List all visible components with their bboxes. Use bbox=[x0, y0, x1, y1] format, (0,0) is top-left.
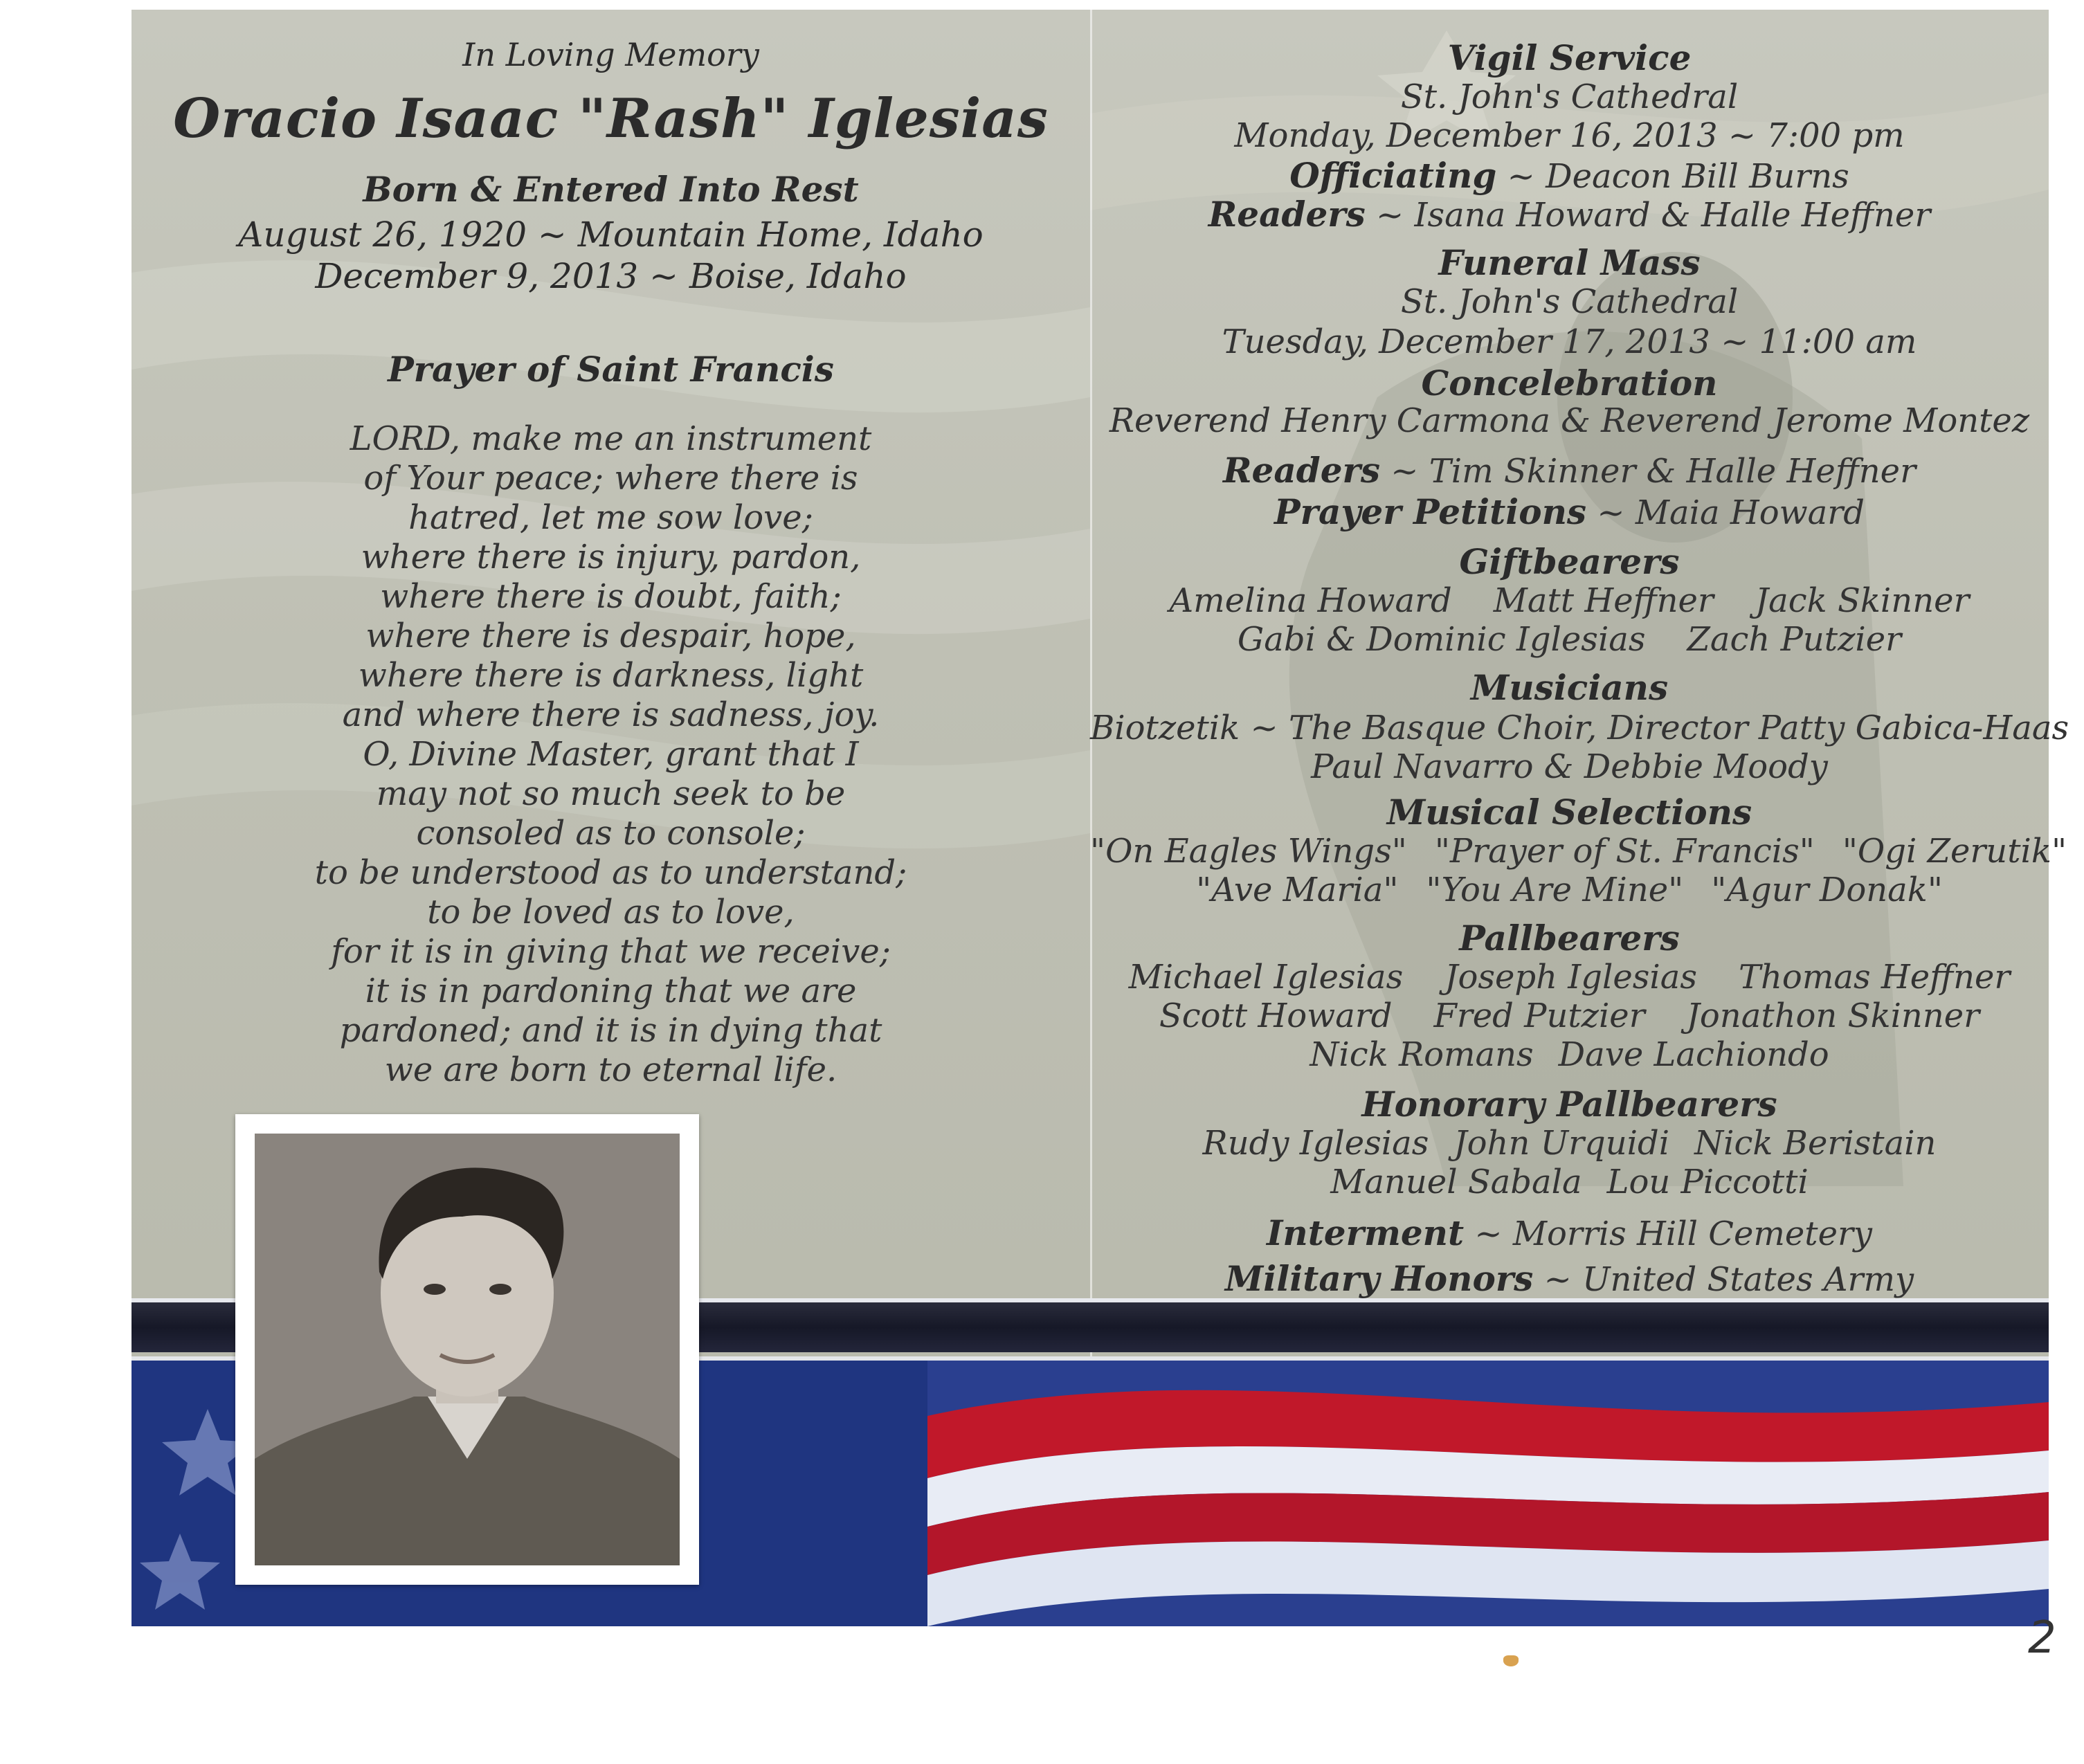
mass-date: Tuesday, December 17, 2013 ~ 11:00 am bbox=[1222, 322, 1917, 361]
petitions-label: Prayer Petitions bbox=[1274, 491, 1587, 532]
mass-readers-line bbox=[1090, 450, 2049, 491]
mass-place: St. John's Cathedral bbox=[1400, 282, 1739, 321]
interment-line bbox=[1090, 1212, 2049, 1253]
birth-line: August 26, 1920 ~ Mountain Home, Idaho bbox=[238, 215, 984, 255]
prayer-line: LORD, make me an instrument bbox=[350, 419, 872, 458]
vigil-heading: Vigil Service bbox=[1447, 37, 1692, 78]
giftbearer-name: Zach Putzier bbox=[1687, 620, 1902, 659]
pallbearers-row bbox=[1090, 1035, 2049, 1074]
prayer-line: hatred, let me sow love; bbox=[408, 498, 813, 537]
honorary-name: John Urquidi bbox=[1453, 1124, 1670, 1163]
prayer-line: of Your peace; where there is bbox=[363, 459, 858, 498]
pallbearer-name: Scott Howard bbox=[1159, 997, 1393, 1035]
prayer-line: where there is doubt, faith; bbox=[380, 577, 842, 616]
officiating-label: Officiating bbox=[1289, 155, 1497, 196]
prayer-line: it is in pardoning that we are bbox=[365, 972, 857, 1010]
pallbearer-name: Nick Romans bbox=[1310, 1035, 1534, 1074]
rest-line: December 9, 2013 ~ Boise, Idaho bbox=[315, 256, 907, 296]
petitions-line bbox=[1090, 491, 2049, 532]
pallbearer-name: Joseph Iglesias bbox=[1444, 958, 1697, 997]
concelebration-heading: Concelebration bbox=[1421, 363, 1718, 403]
honors-line bbox=[1090, 1258, 2049, 1299]
giftbearer-name: Gabi & Dominic Iglesias bbox=[1237, 620, 1646, 659]
pallbearers-row bbox=[1090, 997, 2049, 1035]
song-title: "Ave Maria" bbox=[1196, 871, 1399, 909]
petitions-value: ~ Maia Howard bbox=[1597, 493, 1865, 532]
song-title: "Ogi Zerutik" bbox=[1842, 832, 2067, 871]
officiating-line bbox=[1090, 155, 2049, 196]
honorary-row bbox=[1090, 1124, 2049, 1163]
musicians-heading: Musicians bbox=[1470, 667, 1669, 708]
song-title: "You Are Mine" bbox=[1426, 871, 1684, 909]
musicians-line: Paul Navarro & Debbie Moody bbox=[1311, 747, 1828, 786]
vigil-readers-line bbox=[1090, 194, 2049, 235]
interment-label: Interment bbox=[1266, 1212, 1465, 1253]
pallbearers-heading: Pallbearers bbox=[1459, 918, 1680, 958]
prayer-line: where there is darkness, light bbox=[358, 656, 864, 695]
honors-value: ~ United States Army bbox=[1543, 1260, 1914, 1299]
prayer-line: pardoned; and it is in dying that bbox=[339, 1011, 882, 1050]
prayer-line: consoled as to console; bbox=[416, 814, 806, 853]
prayer-line: to be understood as to understand; bbox=[314, 853, 907, 892]
pallbearer-name: Michael Iglesias bbox=[1128, 958, 1404, 997]
prayer-heading: Prayer of Saint Francis bbox=[388, 349, 834, 390]
pallbearers-row bbox=[1090, 958, 2049, 997]
page-number: 2 bbox=[2028, 1612, 2056, 1664]
honorary-name: Rudy Iglesias bbox=[1202, 1124, 1429, 1163]
giftbearers-row bbox=[1090, 581, 2049, 620]
giftbearer-name: Jack Skinner bbox=[1755, 581, 1970, 620]
honorary-name: Manuel Sabala bbox=[1330, 1163, 1582, 1201]
honorary-heading: Honorary Pallbearers bbox=[1361, 1084, 1777, 1125]
prayer-line: may not so much seek to be bbox=[376, 774, 846, 813]
concelebration-value: Reverend Henry Carmona & Reverend Jerome Montez bbox=[1109, 401, 2030, 440]
honorary-name: Lou Piccotti bbox=[1606, 1163, 1809, 1201]
interment-value: ~ Morris Hill Cemetery bbox=[1474, 1215, 1873, 1253]
readers-label: Readers bbox=[1222, 450, 1380, 491]
song-title: "Agur Donak" bbox=[1711, 871, 1943, 909]
readers-label: Readers bbox=[1208, 194, 1366, 235]
selections-row bbox=[1090, 871, 2049, 909]
giftbearers-heading: Giftbearers bbox=[1459, 541, 1680, 582]
paper-speck bbox=[1503, 1655, 1519, 1666]
deceased-name: Oracio Isaac "Rash" Iglesias bbox=[173, 87, 1049, 150]
vigil-place: St. John's Cathedral bbox=[1400, 78, 1739, 116]
selections-heading: Musical Selections bbox=[1386, 792, 1752, 833]
musicians-line: Biotzetik ~ The Basque Choir, Director Patty Gabica-Haas bbox=[1090, 709, 2069, 747]
in-memory-label: In Loving Memory bbox=[462, 36, 759, 73]
prayer-line: where there is injury, pardon, bbox=[361, 538, 861, 576]
giftbearers-row bbox=[1090, 620, 2049, 659]
officiating-value: ~ Deacon Bill Burns bbox=[1507, 157, 1849, 196]
prayer-line: O, Divine Master, grant that I bbox=[363, 735, 859, 774]
prayer-line: to be loved as to love, bbox=[427, 893, 795, 931]
vigil-date: Monday, December 16, 2013 ~ 7:00 pm bbox=[1234, 116, 1905, 155]
prayer-line: we are born to eternal life. bbox=[384, 1051, 837, 1089]
pallbearer-name: Fred Putzier bbox=[1433, 997, 1645, 1035]
honors-label: Military Honors bbox=[1224, 1258, 1534, 1299]
prayer-line: where there is despair, hope, bbox=[365, 617, 856, 655]
pallbearer-name: Thomas Heffner bbox=[1738, 958, 2011, 997]
pallbearer-name: Jonathon Skinner bbox=[1686, 997, 1980, 1035]
giftbearer-name: Amelina Howard bbox=[1169, 581, 1452, 620]
mass-heading: Funeral Mass bbox=[1438, 242, 1701, 283]
giftbearer-name: Matt Heffner bbox=[1493, 581, 1714, 620]
honorary-row bbox=[1090, 1163, 2049, 1201]
song-title: "On Eagles Wings" bbox=[1090, 832, 1407, 871]
born-heading: Born & Entered Into Rest bbox=[363, 169, 859, 210]
prayer-line: and where there is sadness, joy. bbox=[342, 695, 880, 734]
pallbearer-name: Dave Lachiondo bbox=[1558, 1035, 1829, 1074]
song-title: "Prayer of St. Francis" bbox=[1434, 832, 1815, 871]
selections-row bbox=[1090, 832, 2067, 871]
prayer-line: for it is in giving that we receive; bbox=[331, 932, 891, 971]
readers-value: ~ Isana Howard & Halle Heffner bbox=[1376, 196, 1931, 235]
readers-value: ~ Tim Skinner & Halle Heffner bbox=[1390, 452, 1917, 491]
portrait-photo bbox=[235, 1114, 699, 1585]
honorary-name: Nick Beristain bbox=[1694, 1124, 1937, 1163]
